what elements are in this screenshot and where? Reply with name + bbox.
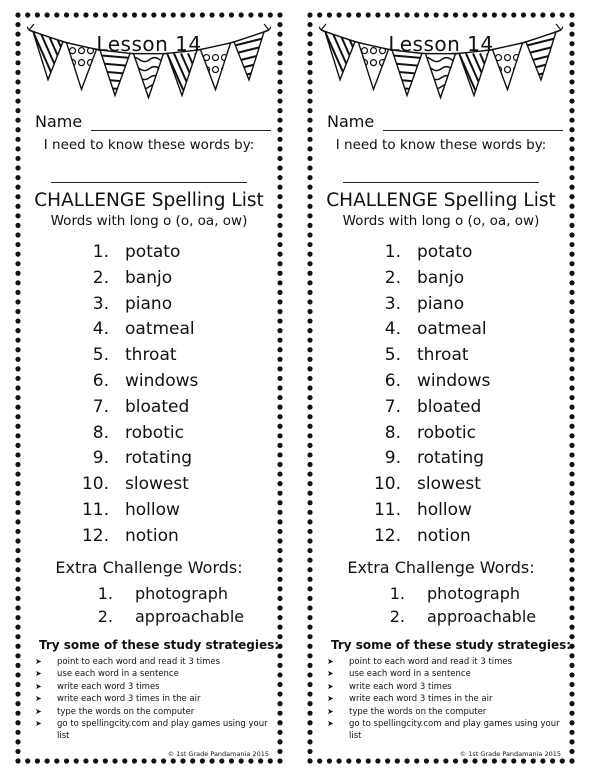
word-number: 4. (384, 319, 401, 340)
word-item (305, 294, 577, 320)
word-item (13, 294, 285, 320)
extra-word-item (13, 584, 285, 608)
word-number: 11. (81, 500, 109, 520)
word-text: piano (417, 293, 465, 314)
word-number: 7. (92, 396, 109, 417)
extra-word-number: 1. (389, 584, 405, 603)
word-number: 6. (384, 371, 401, 391)
word-item (305, 268, 577, 294)
word-item (13, 371, 285, 397)
lesson-title: Lesson 14 (96, 32, 202, 56)
word-number: 5. (92, 345, 109, 366)
arrow-bullet-icon: ➤ (35, 706, 42, 716)
strategy-text: type the words on the computer (349, 706, 487, 717)
word-item (305, 345, 577, 371)
word-item (13, 423, 285, 449)
strategy-text: use each word in a sentence (349, 669, 471, 680)
word-item (305, 371, 577, 397)
strategy-item (323, 681, 563, 693)
word-text: oatmeal (417, 319, 487, 340)
word-number: 10. (373, 474, 401, 495)
arrow-bullet-icon: ➤ (327, 719, 334, 729)
word-number: 4. (92, 319, 109, 340)
strategies-title: Try some of these study strategies: (331, 638, 572, 652)
word-item (305, 526, 577, 552)
bookmark-card-right (305, 10, 577, 766)
word-text: bloated (417, 396, 482, 417)
extra-word-text: photograph (135, 584, 228, 603)
name-label: Name (35, 112, 83, 131)
arrow-bullet-icon: ➤ (327, 657, 334, 666)
arrow-bullet-icon: ➤ (35, 694, 42, 704)
word-number: 3. (384, 293, 401, 314)
word-number: 6. (92, 371, 109, 391)
list-title: CHALLENGE Spelling List (326, 190, 556, 211)
word-item (305, 319, 577, 345)
bookmark-card-left (13, 10, 285, 766)
strategy-text: write each word 3 times in the air (349, 694, 493, 705)
strategy-item (31, 681, 271, 693)
extra-word-item (305, 607, 577, 631)
word-text: windows (417, 371, 491, 391)
due-date-line (51, 182, 247, 183)
word-text: potato (125, 242, 181, 262)
strategy-item (323, 706, 563, 718)
name-row (327, 112, 563, 134)
name-row (35, 112, 271, 134)
extra-word-item (13, 607, 285, 631)
word-number: 1. (384, 242, 401, 262)
arrow-bullet-icon: ➤ (327, 706, 334, 716)
extra-challenge-title: Extra Challenge Words: (55, 558, 243, 577)
word-text: oatmeal (125, 319, 195, 340)
strategy-list (31, 656, 271, 743)
word-text: potato (417, 242, 473, 262)
extra-word-text: photograph (427, 584, 520, 603)
copyright-text: © 1st Grade Pandamania 2015 (167, 750, 269, 758)
word-number: 2. (384, 267, 401, 288)
word-text: notion (417, 525, 471, 546)
strategy-item (31, 668, 271, 680)
arrow-bullet-icon: ➤ (327, 669, 334, 679)
word-text: bloated (125, 396, 190, 417)
word-number: 8. (384, 422, 401, 443)
strategy-text: write each word 3 times (349, 681, 452, 692)
strategy-text: go to spellingcity.com and play games using your list (349, 719, 560, 742)
arrow-bullet-icon: ➤ (327, 694, 334, 704)
word-text: throat (125, 345, 177, 366)
strategy-item (31, 718, 271, 743)
due-date-line (343, 182, 539, 183)
word-number: 12. (373, 525, 401, 546)
strategy-item (323, 668, 563, 680)
word-item (305, 500, 577, 526)
extra-word-item (305, 584, 577, 608)
name-line (383, 130, 563, 131)
word-item (13, 397, 285, 423)
extra-word-text: approachable (427, 607, 537, 626)
word-text: banjo (417, 267, 465, 288)
word-text: slowest (417, 474, 481, 495)
strategy-text: point to each word and read it 3 times (349, 657, 513, 667)
strategy-text: go to spellingcity.com and play games using your list (57, 719, 268, 742)
word-item (13, 345, 285, 371)
word-text: throat (417, 345, 469, 366)
word-number: 9. (92, 448, 109, 469)
word-text: notion (125, 525, 179, 546)
word-text: rotating (125, 448, 193, 469)
arrow-bullet-icon: ➤ (35, 669, 42, 679)
list-subtitle: Words with long o (o, oa, ow) (50, 213, 248, 229)
word-item (305, 448, 577, 474)
word-item (305, 397, 577, 423)
arrow-bullet-icon: ➤ (35, 719, 42, 729)
extra-word-text: approachable (135, 607, 245, 626)
strategy-item (31, 693, 271, 705)
word-item (305, 474, 577, 500)
strategy-list (323, 656, 563, 743)
word-item (13, 319, 285, 345)
name-line (91, 130, 271, 131)
word-item (13, 500, 285, 526)
extra-word-number: 2. (97, 607, 113, 626)
extra-word-number: 2. (389, 607, 405, 626)
list-title: CHALLENGE Spelling List (34, 190, 264, 211)
word-text: piano (125, 293, 173, 314)
lesson-title: Lesson 14 (388, 32, 494, 56)
strategy-item (323, 656, 563, 668)
strategy-text: point to each word and read it 3 times (57, 657, 221, 667)
name-label: Name (327, 112, 375, 131)
strategy-item (323, 693, 563, 705)
word-text: slowest (125, 474, 189, 495)
word-text: hollow (417, 500, 472, 520)
strategy-item (323, 718, 563, 743)
word-number: 9. (384, 448, 401, 469)
word-number: 11. (373, 500, 401, 520)
strategies-title: Try some of these study strategies: (39, 638, 280, 652)
arrow-bullet-icon: ➤ (35, 657, 42, 666)
word-text: banjo (125, 267, 173, 288)
word-item (305, 423, 577, 449)
word-number: 7. (384, 396, 401, 417)
word-number: 2. (92, 267, 109, 288)
word-number: 10. (81, 474, 109, 495)
word-item (13, 526, 285, 552)
strategy-item (31, 656, 271, 668)
list-subtitle: Words with long o (o, oa, ow) (342, 213, 540, 229)
word-item (305, 242, 577, 268)
word-item (13, 474, 285, 500)
word-number: 5. (384, 345, 401, 366)
strategy-text: use each word in a sentence (57, 669, 179, 680)
word-text: windows (125, 371, 199, 391)
extra-challenge-title: Extra Challenge Words: (347, 558, 535, 577)
word-text: rotating (417, 448, 485, 469)
word-number: 12. (81, 525, 109, 546)
need-to-know-text: I need to know these words by: (335, 137, 547, 153)
word-text: robotic (417, 422, 476, 443)
word-item (13, 242, 285, 268)
strategy-text: type the words on the computer (57, 706, 195, 717)
word-item (13, 448, 285, 474)
arrow-bullet-icon: ➤ (327, 681, 334, 691)
strategy-text: write each word 3 times in the air (57, 694, 201, 705)
strategy-text: write each word 3 times (57, 681, 160, 692)
extra-word-number: 1. (97, 584, 113, 603)
word-number: 3. (92, 293, 109, 314)
strategy-item (31, 706, 271, 718)
word-text: robotic (125, 422, 184, 443)
need-to-know-text: I need to know these words by: (43, 137, 255, 153)
word-item (13, 268, 285, 294)
arrow-bullet-icon: ➤ (35, 681, 42, 691)
word-number: 1. (92, 242, 109, 262)
copyright-text: © 1st Grade Pandamania 2015 (459, 750, 561, 758)
word-text: hollow (125, 500, 180, 520)
word-number: 8. (92, 422, 109, 443)
